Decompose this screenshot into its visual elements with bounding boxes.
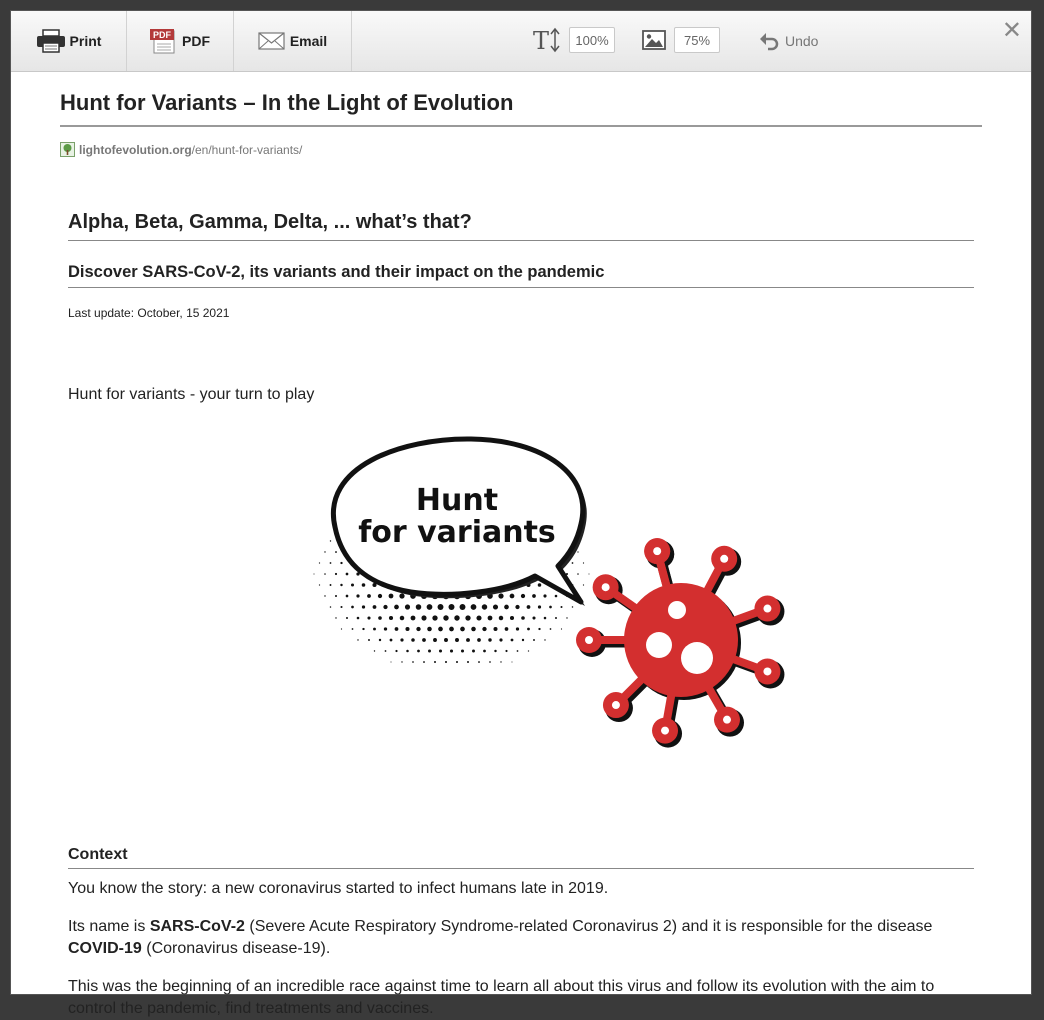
undo-button[interactable] <box>759 31 818 51</box>
source-link[interactable] <box>60 142 302 157</box>
p2-covid: COVID-19 <box>68 940 142 957</box>
toolbar <box>11 11 1031 72</box>
last-update: Last update: October, 15 2021 <box>68 306 230 320</box>
pdf-icon <box>150 28 178 54</box>
p2-text-c: (Severe Acute Respiratory Syndrome-related Coronavirus 2) and it is responsible for the disease <box>244 918 933 935</box>
paragraph-3: This was the beginning of an incredible race against time to learn all about this virus and follow its evolution with the aim to control the pandemic, find treatments and vaccines. <box>68 978 935 1017</box>
email-button[interactable] <box>234 11 352 71</box>
print-label: Print <box>69 33 102 49</box>
envelope-icon <box>258 31 286 51</box>
print-button[interactable] <box>11 11 127 71</box>
image-size-control <box>642 27 720 53</box>
close-icon[interactable]: ✕ <box>1001 17 1022 44</box>
undo-label: Undo <box>785 33 819 49</box>
p2-text-a: Its name is <box>68 918 150 935</box>
email-label: Email <box>289 33 328 49</box>
intro-text: Hunt for variants - your turn to play <box>68 386 315 403</box>
print-preview-window <box>11 11 1031 1017</box>
hunt-for-variants-illustration <box>281 432 791 752</box>
p2-text-e: (Coronavirus disease-19). <box>141 940 331 957</box>
printer-icon <box>36 29 66 53</box>
svg-text:T: T <box>533 27 550 55</box>
pdf-icon-text: PDF <box>153 30 171 40</box>
undo-icon <box>759 31 779 51</box>
hero-line1: Hunt <box>415 483 499 518</box>
virus-icon <box>576 538 784 747</box>
image-size-icon[interactable] <box>642 30 666 50</box>
paragraph-1: You know the story: a new coronavirus started to infect humans late in 2019. <box>68 880 609 897</box>
source-path: /en/hunt-for-variants/ <box>191 142 303 157</box>
favicon-icon <box>60 142 75 157</box>
text-size-icon[interactable] <box>533 27 561 53</box>
p2-sars: SARS-CoV-2 <box>149 918 245 935</box>
pdf-label: PDF <box>182 33 210 49</box>
heading-sub: Discover SARS-CoV-2, its variants and their impact on the pandemic <box>68 263 974 288</box>
page-title: Hunt for Variants – In the Light of Evolution <box>60 90 982 127</box>
context-heading: Context <box>68 846 974 869</box>
hero-line2: for variants <box>358 515 556 550</box>
text-size-control <box>533 27 615 53</box>
pdf-button[interactable] <box>127 11 234 71</box>
heading-main: Alpha, Beta, Gamma, Delta, ... what’s that? <box>68 211 974 241</box>
source-domain: lightofevolution.org <box>79 142 192 157</box>
text-size-field[interactable]: 100% <box>569 27 615 53</box>
image-size-field[interactable]: 75% <box>674 27 720 53</box>
paragraph-2 <box>68 916 974 960</box>
